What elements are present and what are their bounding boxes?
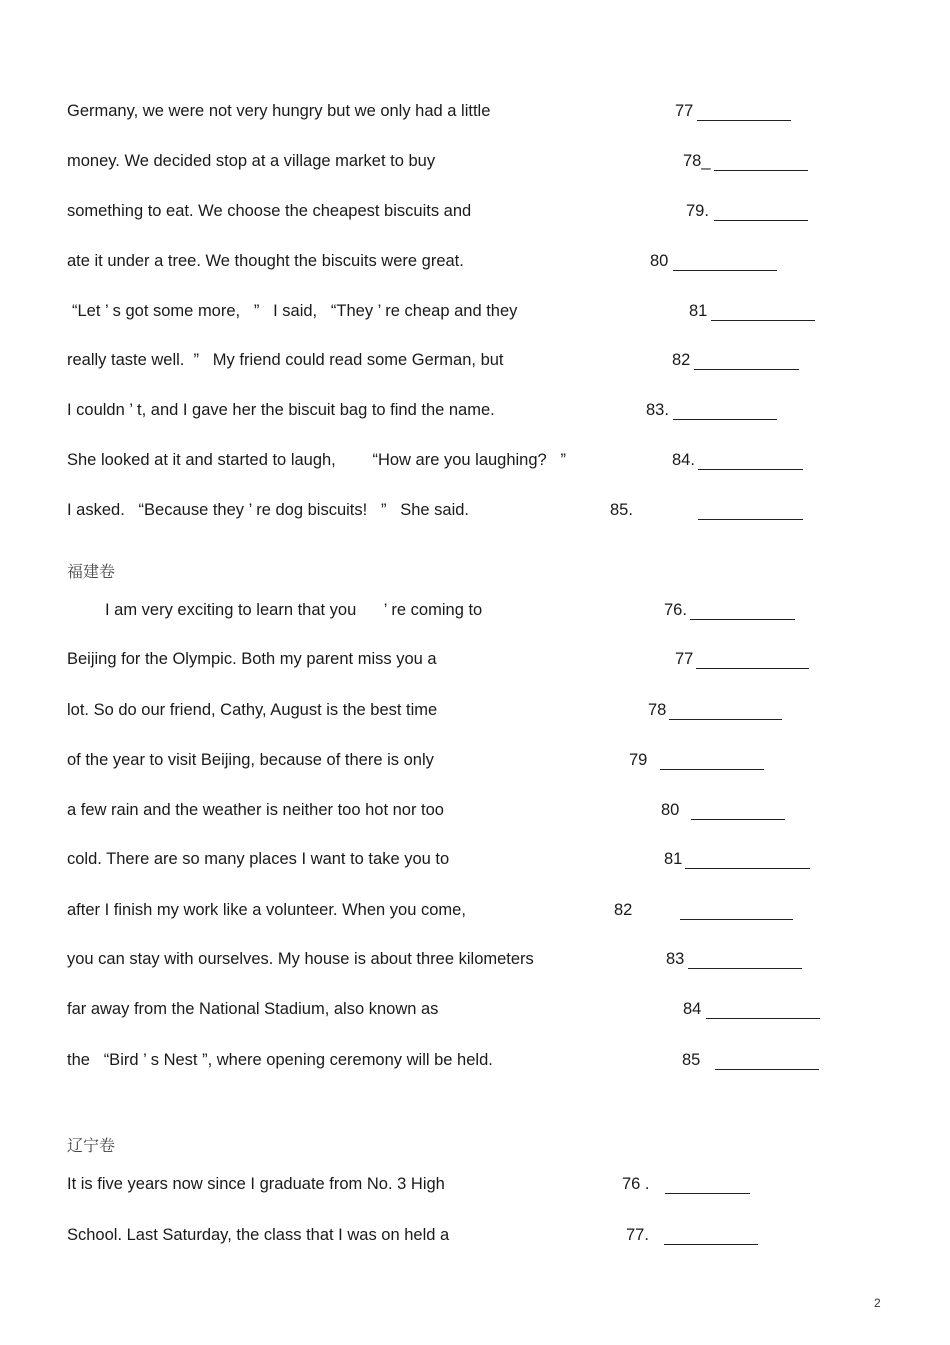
answer-blank[interactable] bbox=[669, 719, 782, 720]
text-line bbox=[0, 599, 950, 623]
answer-blank[interactable] bbox=[694, 369, 799, 370]
question-number: 80 bbox=[650, 252, 669, 270]
text-line bbox=[0, 349, 950, 373]
question-number: 78 bbox=[648, 701, 667, 719]
line-text: after I finish my work like a volunteer. When you come, bbox=[67, 901, 466, 919]
answer-blank[interactable] bbox=[714, 220, 808, 221]
section-heading: 辽宁卷 bbox=[67, 1136, 116, 1155]
text-line bbox=[0, 250, 950, 274]
answer-blank[interactable] bbox=[685, 868, 810, 869]
question-number: 83. bbox=[646, 401, 669, 419]
text-line bbox=[0, 449, 950, 473]
line-text: I am very exciting to learn that you ’ re coming to bbox=[105, 601, 483, 619]
line-text: “Let ’ s got some more, ” I said, “They ’ re cheap and they bbox=[72, 302, 518, 320]
answer-blank[interactable] bbox=[697, 120, 791, 121]
text-line bbox=[0, 1173, 950, 1197]
question-number: 81 bbox=[664, 850, 683, 868]
text-line bbox=[0, 648, 950, 672]
question-number: 80 bbox=[661, 801, 680, 819]
question-number: 85 bbox=[682, 1051, 701, 1069]
answer-blank[interactable] bbox=[688, 968, 802, 969]
section-heading: 福建卷 bbox=[67, 562, 116, 581]
line-text: School. Last Saturday, the class that I was on held a bbox=[67, 1226, 450, 1244]
question-number: 76 . bbox=[622, 1175, 650, 1193]
answer-blank[interactable] bbox=[660, 769, 764, 770]
line-text: I couldn ’ t, and I gave her the biscuit bag to find the name. bbox=[67, 401, 495, 419]
line-text: It is five years now since I graduate from No. 3 High bbox=[67, 1175, 445, 1193]
answer-blank[interactable] bbox=[714, 170, 808, 171]
question-number: 82 bbox=[614, 901, 633, 919]
question-number: 79. bbox=[686, 202, 709, 220]
line-text: She looked at it and started to laugh, “How are you laughing? ” bbox=[67, 451, 566, 469]
line-text: really taste well. ” My friend could read some German, but bbox=[67, 351, 504, 369]
text-line bbox=[0, 499, 950, 523]
answer-blank[interactable] bbox=[665, 1193, 750, 1194]
text-line bbox=[0, 300, 950, 324]
line-text: far away from the National Stadium, also known as bbox=[67, 1000, 439, 1018]
answer-blank[interactable] bbox=[696, 668, 809, 669]
text-line bbox=[0, 948, 950, 972]
text-line bbox=[0, 799, 950, 823]
line-text: a few rain and the weather is neither too hot nor too bbox=[67, 801, 444, 819]
question-number: 78_ bbox=[683, 152, 711, 170]
answer-blank[interactable] bbox=[673, 270, 777, 271]
question-number: 83 bbox=[666, 950, 685, 968]
question-number: 84. bbox=[672, 451, 695, 469]
line-text: ate it under a tree. We thought the biscuits were great. bbox=[67, 252, 464, 270]
text-line bbox=[0, 150, 950, 174]
answer-blank[interactable] bbox=[706, 1018, 820, 1019]
question-number: 77 bbox=[675, 102, 694, 120]
answer-blank[interactable] bbox=[715, 1069, 819, 1070]
text-line bbox=[0, 200, 950, 224]
page-number: 2 bbox=[874, 1296, 881, 1310]
answer-blank[interactable] bbox=[690, 619, 795, 620]
line-text: the “Bird ’ s Nest ”, where opening ceremony will be held. bbox=[67, 1051, 493, 1069]
question-number: 77 bbox=[675, 650, 694, 668]
question-number: 85. bbox=[610, 501, 633, 519]
text-line bbox=[0, 998, 950, 1022]
text-line bbox=[0, 899, 950, 923]
question-number: 82 bbox=[672, 351, 691, 369]
answer-blank[interactable] bbox=[698, 519, 803, 520]
text-line bbox=[0, 1224, 950, 1248]
answer-blank[interactable] bbox=[691, 819, 785, 820]
text-line bbox=[0, 699, 950, 723]
question-number: 79 bbox=[629, 751, 648, 769]
text-line bbox=[0, 399, 950, 423]
line-text: something to eat. We choose the cheapest biscuits and bbox=[67, 202, 472, 220]
line-text: you can stay with ourselves. My house is about three kilometers bbox=[67, 950, 534, 968]
line-text: of the year to visit Beijing, because of there is only bbox=[67, 751, 434, 769]
text-line bbox=[0, 848, 950, 872]
line-text: lot. So do our friend, Cathy, August is the best time bbox=[67, 701, 438, 719]
line-text: Beijing for the Olympic. Both my parent miss you a bbox=[67, 650, 437, 668]
answer-blank[interactable] bbox=[664, 1244, 758, 1245]
line-text: money. We decided stop at a village market to buy bbox=[67, 152, 436, 170]
answer-blank[interactable] bbox=[673, 419, 777, 420]
text-line bbox=[0, 749, 950, 773]
question-number: 81 bbox=[689, 302, 708, 320]
line-text: Germany, we were not very hungry but we only had a little bbox=[67, 102, 491, 120]
answer-blank[interactable] bbox=[680, 919, 793, 920]
line-text: cold. There are so many places I want to take you to bbox=[67, 850, 450, 868]
text-line bbox=[0, 1049, 950, 1073]
text-line bbox=[0, 100, 950, 124]
question-number: 84 bbox=[683, 1000, 702, 1018]
answer-blank[interactable] bbox=[698, 469, 803, 470]
line-text: I asked. “Because they ’ re dog biscuits! ” She said. bbox=[67, 501, 470, 519]
answer-blank[interactable] bbox=[711, 320, 815, 321]
question-number: 77. bbox=[626, 1226, 649, 1244]
question-number: 76. bbox=[664, 601, 687, 619]
